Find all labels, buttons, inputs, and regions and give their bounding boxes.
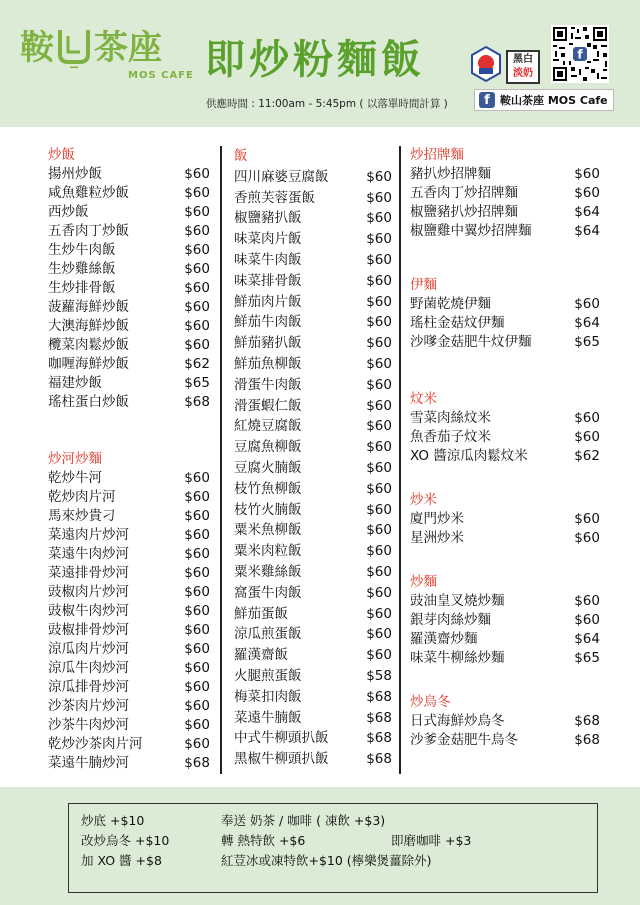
menu-item-name: 味菜牛肉飯 xyxy=(234,251,302,268)
menu-item-name: 咸魚雞粒炒飯 xyxy=(48,185,129,201)
menu-item-price: $60 xyxy=(366,480,392,497)
facebook-link[interactable] xyxy=(474,89,614,111)
menu-item-name: 揚州炒飯 xyxy=(48,166,102,182)
menu-item xyxy=(410,409,600,428)
items-list xyxy=(48,469,210,773)
menu-item-name: 鮮茄魚柳飯 xyxy=(234,355,302,372)
menu-item-price: $68 xyxy=(366,751,392,768)
menu-item xyxy=(48,564,210,583)
logo-text-right: 茶座 xyxy=(94,28,162,68)
menu-item xyxy=(48,165,210,184)
menu-item xyxy=(410,510,600,529)
menu-item xyxy=(410,529,600,548)
menu-item-name: 四川麻婆豆腐飯 xyxy=(234,168,329,185)
menu-item xyxy=(48,241,210,260)
menu-item-name: 涼瓜牛肉炒河 xyxy=(48,660,129,676)
menu-item xyxy=(410,184,600,203)
facebook-icon: f xyxy=(479,92,495,108)
menu-item xyxy=(48,222,210,241)
menu-item xyxy=(234,520,392,541)
menu-item xyxy=(48,203,210,222)
menu-item-name: 馬來炒貴刁 xyxy=(48,508,116,524)
menu-item xyxy=(234,312,392,333)
menu-item xyxy=(48,279,210,298)
menu-item xyxy=(410,649,600,668)
menu-item xyxy=(48,754,210,773)
menu-item xyxy=(234,562,392,583)
menu-item xyxy=(410,222,600,241)
menu-item-price: $65 xyxy=(184,375,210,391)
menu-section xyxy=(410,693,600,750)
menu-item-name: 星洲炒米 xyxy=(410,530,464,546)
menu-item-price: $60 xyxy=(366,314,392,331)
menu-item-name: 椒鹽豬扒飯 xyxy=(234,210,302,227)
menu-item-name: 豆腐魚柳飯 xyxy=(234,439,302,456)
mountain-cup-icon xyxy=(56,24,92,68)
menu-item-price: $62 xyxy=(574,448,600,464)
menu-item-price: $68 xyxy=(366,730,392,747)
menu-item-price: $65 xyxy=(574,334,600,350)
menu-item-name: 粟米雞絲飯 xyxy=(234,563,302,580)
menu-item xyxy=(234,375,392,396)
menu-item-price: $60 xyxy=(574,296,600,312)
menu-item-price: $60 xyxy=(366,418,392,435)
menu-item xyxy=(48,583,210,602)
column-divider xyxy=(399,146,401,774)
menu-item xyxy=(234,479,392,500)
menu-item-price: $60 xyxy=(574,185,600,201)
menu-item-price: $60 xyxy=(366,168,392,185)
menu-item-name: 菜遠肉片炒河 xyxy=(48,527,129,543)
badge-line-1: 黑白 xyxy=(513,54,533,65)
menu-item-price: $68 xyxy=(366,688,392,705)
extra-option: 轉 熱特飲 +$6 xyxy=(221,833,306,848)
menu-item-name: 雪菜肉絲炆米 xyxy=(410,410,491,426)
menu-item-price: $60 xyxy=(184,185,210,201)
menu-section xyxy=(48,450,210,773)
menu-item-name: 五香肉丁炒飯 xyxy=(48,223,129,239)
menu-item-price: $60 xyxy=(366,335,392,352)
extra-option: 奉送 奶茶 / 咖啡 ( 凍飲 +$3) xyxy=(221,813,386,828)
menu-item xyxy=(48,602,210,621)
menu-item-price: $60 xyxy=(184,717,210,733)
extra-option: 炒底 +$10 xyxy=(81,813,145,828)
facebook-label: 鞍山茶座 MOS Cafe xyxy=(500,94,608,107)
menu-item-name: 乾炒肉片河 xyxy=(48,489,116,505)
menu-item-price: $60 xyxy=(366,355,392,372)
menu-item xyxy=(48,260,210,279)
page-title: 即炒粉麵飯 xyxy=(205,37,425,83)
menu-item-name: 火腿煎蛋飯 xyxy=(234,667,302,684)
extras-row xyxy=(81,851,597,871)
items-list xyxy=(410,592,600,668)
column-divider xyxy=(220,146,222,774)
menu-item-price: $60 xyxy=(366,626,392,643)
menu-item-price: $60 xyxy=(184,641,210,657)
menu-item-name: 枝竹火腩飯 xyxy=(234,501,302,518)
menu-item-name: 菠蘿海鮮炒飯 xyxy=(48,299,129,315)
menu-item-price: $60 xyxy=(184,565,210,581)
menu-item xyxy=(234,333,392,354)
menu-item xyxy=(234,687,392,708)
menu-item-price: $65 xyxy=(574,650,600,666)
menu-item-price: $60 xyxy=(366,501,392,518)
items-list xyxy=(410,712,600,750)
menu-item-price: $60 xyxy=(184,318,210,334)
menu-item-price: $60 xyxy=(184,280,210,296)
menu-item xyxy=(234,645,392,666)
menu-item xyxy=(234,437,392,458)
menu-item-name: 香煎芙蓉蛋飯 xyxy=(234,189,315,206)
menu-item xyxy=(234,708,392,729)
menu-item-price: $68 xyxy=(574,732,600,748)
menu-item xyxy=(234,292,392,313)
menu-item-price: $64 xyxy=(574,223,600,239)
menu-item-price: $60 xyxy=(184,508,210,524)
menu-item xyxy=(48,507,210,526)
menu-item xyxy=(234,167,392,188)
milk-brand-badge xyxy=(506,50,540,84)
menu-item-name: 沙爹金菇肥牛烏冬 xyxy=(410,732,518,748)
menu-item-name: 魚香茄子炆米 xyxy=(410,429,491,445)
menu-item-name: 菜遠牛腩飯 xyxy=(234,709,302,726)
menu-item-name: 羅漢齋炒麵 xyxy=(410,631,478,647)
menu-item xyxy=(48,184,210,203)
menu-item-name: 五香肉丁炒招牌麵 xyxy=(410,185,518,201)
menu-item-name: 羅漢齋飯 xyxy=(234,647,288,664)
menu-item xyxy=(410,314,600,333)
menu-item-name: 鮮茄牛肉飯 xyxy=(234,314,302,331)
menu-item-name: 大澳海鮮炒飯 xyxy=(48,318,129,334)
section-title: 炒飯 xyxy=(48,147,75,163)
menu-item-price: $60 xyxy=(574,530,600,546)
menu-item xyxy=(48,336,210,355)
menu-item-price: $60 xyxy=(184,527,210,543)
menu-item xyxy=(234,354,392,375)
menu-item xyxy=(48,697,210,716)
menu-item xyxy=(410,447,600,466)
menu-item-price: $60 xyxy=(184,337,210,353)
menu-item-price: $60 xyxy=(184,603,210,619)
extra-option: 即磨咖啡 +$3 xyxy=(391,833,472,848)
menu-item-price: $60 xyxy=(184,242,210,258)
menu-item-price: $60 xyxy=(184,166,210,182)
menu-item-name: 涼瓜煎蛋飯 xyxy=(234,626,302,643)
menu-item xyxy=(234,416,392,437)
menu-section xyxy=(48,146,210,412)
menu-item-price: $64 xyxy=(574,631,600,647)
menu-item-name: 枝竹魚柳飯 xyxy=(234,480,302,497)
menu-item-name: 廈門炒米 xyxy=(410,511,464,527)
menu-item-name: 生炒排骨飯 xyxy=(48,280,116,296)
items-list xyxy=(234,167,392,770)
menu-item-price: $68 xyxy=(366,709,392,726)
menu-item xyxy=(410,333,600,352)
menu-item-price: $60 xyxy=(184,698,210,714)
extras-row xyxy=(81,811,597,831)
menu-item-name: 沙茶牛肉炒河 xyxy=(48,717,129,733)
menu-item-price: $60 xyxy=(184,584,210,600)
menu-item-name: 菜遠排骨炒河 xyxy=(48,565,129,581)
menu-item-price: $60 xyxy=(366,189,392,206)
menu-item-name: 豬扒炒招牌麵 xyxy=(410,166,491,182)
menu-item-price: $60 xyxy=(366,397,392,414)
menu-item-price: $60 xyxy=(366,376,392,393)
menu-item-name: 豉椒排骨炒河 xyxy=(48,622,129,638)
menu-item-price: $60 xyxy=(366,251,392,268)
menu-item-price: $60 xyxy=(366,272,392,289)
menu-item-price: $60 xyxy=(574,410,600,426)
section-title: 炒米 xyxy=(410,492,437,508)
menu-column-3 xyxy=(410,146,600,750)
menu-item-name: 鮮茄豬扒飯 xyxy=(234,335,302,352)
menu-item xyxy=(234,250,392,271)
menu-item-name: 沙嗲金菇肥牛炆伊麵 xyxy=(410,334,532,350)
menu-item-price: $60 xyxy=(184,204,210,220)
menu-item-price: $60 xyxy=(184,660,210,676)
menu-item-price: $60 xyxy=(574,593,600,609)
menu-item-name: 椒鹽雞中翼炒招牌麵 xyxy=(410,223,532,239)
menu-item-name: 乾炒沙茶肉片河 xyxy=(48,736,143,752)
quality-badge-icon xyxy=(470,46,502,82)
menu-item-price: $62 xyxy=(184,356,210,372)
menu-item-price: $60 xyxy=(366,522,392,539)
menu-item-name: 滑蛋蝦仁飯 xyxy=(234,397,302,414)
menu-item xyxy=(410,428,600,447)
menu-item xyxy=(48,469,210,488)
menu-item xyxy=(410,630,600,649)
menu-item xyxy=(410,611,600,630)
menu-item-price: $60 xyxy=(366,584,392,601)
menu-item-price: $60 xyxy=(366,210,392,227)
extra-option: 加 XO 醬 +$8 xyxy=(81,853,162,868)
menu-item-price: $60 xyxy=(366,647,392,664)
menu-item-price: $68 xyxy=(574,713,600,729)
menu-item-name: 鮮茄蛋飯 xyxy=(234,605,288,622)
menu-item-name: 涼瓜排骨炒河 xyxy=(48,679,129,695)
menu-item xyxy=(48,640,210,659)
items-list xyxy=(410,165,600,241)
menu-item-name: 生炒牛肉飯 xyxy=(48,242,116,258)
menu-item xyxy=(48,716,210,735)
menu-item-name: 福建炒飯 xyxy=(48,375,102,391)
svg-text:f: f xyxy=(577,47,583,62)
menu-item-price: $60 xyxy=(574,511,600,527)
badge-line-2: 淡奶 xyxy=(513,68,533,79)
menu-item xyxy=(48,659,210,678)
menu-item-name: 豉椒肉片炒河 xyxy=(48,584,129,600)
menu-item xyxy=(48,526,210,545)
menu-item xyxy=(234,666,392,687)
menu-item-price: $64 xyxy=(574,204,600,220)
menu-section xyxy=(410,146,600,241)
menu-item-price: $60 xyxy=(184,622,210,638)
menu-item-price: $60 xyxy=(366,459,392,476)
menu-item-name: 生炒雞絲飯 xyxy=(48,261,116,277)
menu-item-name: 粟米肉粒飯 xyxy=(234,543,302,560)
menu-item-price: $60 xyxy=(366,543,392,560)
section-title: 伊麵 xyxy=(410,277,437,293)
menu-item-name: 咖喱海鮮炒飯 xyxy=(48,356,129,372)
menu-item-name: 豉椒牛肉炒河 xyxy=(48,603,129,619)
menu-item-price: $64 xyxy=(574,315,600,331)
menu-column-2 xyxy=(234,146,392,770)
menu-section xyxy=(410,491,600,548)
menu-item xyxy=(234,604,392,625)
opening-hours: 供應時間 : 11:00am - 5:45pm ( 以落單時間計算 ) xyxy=(206,98,448,110)
logo-subtitle: MOS CAFE xyxy=(128,70,194,81)
menu-item xyxy=(410,295,600,314)
menu-item-price: $60 xyxy=(184,679,210,695)
menu-item-price: $60 xyxy=(184,470,210,486)
extra-option: 改炒烏冬 +$10 xyxy=(81,833,170,848)
menu-item-name: 乾炒牛河 xyxy=(48,470,102,486)
items-list xyxy=(48,165,210,412)
menu-item-name: 豆腐火腩飯 xyxy=(234,459,302,476)
items-list xyxy=(410,510,600,548)
menu-item-name: 椒鹽豬扒炒招牌麵 xyxy=(410,204,518,220)
menu-item xyxy=(234,208,392,229)
menu-item-price: $60 xyxy=(574,612,600,628)
menu-item-name: 黑椒牛柳頭扒飯 xyxy=(234,751,329,768)
menu-item-name: 紅燒豆腐飯 xyxy=(234,418,302,435)
menu-item-name: 銀芽肉絲炒麵 xyxy=(410,612,491,628)
logo-text-left: 鞍 xyxy=(20,28,54,68)
menu-item-price: $60 xyxy=(184,546,210,562)
menu-item xyxy=(410,203,600,222)
menu-item xyxy=(48,393,210,412)
menu-item-name: 梅菜扣肉飯 xyxy=(234,688,302,705)
menu-item-price: $58 xyxy=(366,667,392,684)
menu-item xyxy=(234,728,392,749)
menu-item xyxy=(234,749,392,770)
menu-item xyxy=(234,188,392,209)
menu-item xyxy=(410,712,600,731)
menu-item-name: 滑蛋牛肉飯 xyxy=(234,376,302,393)
menu-item-name: 日式海鮮炒烏冬 xyxy=(410,713,505,729)
menu-item-price: $60 xyxy=(366,231,392,248)
menu-item xyxy=(48,678,210,697)
menu-item xyxy=(234,500,392,521)
menu-section xyxy=(234,146,392,770)
menu-item-name: 味菜肉片飯 xyxy=(234,231,302,248)
menu-item-price: $60 xyxy=(184,489,210,505)
menu-item-price: $60 xyxy=(366,439,392,456)
menu-item xyxy=(48,298,210,317)
menu-column-1 xyxy=(48,146,210,773)
section-title: 炒烏冬 xyxy=(410,694,451,710)
section-title: 飯 xyxy=(234,148,248,164)
menu-item xyxy=(48,735,210,754)
menu-item-price: $60 xyxy=(184,223,210,239)
menu-item xyxy=(48,488,210,507)
menu-item xyxy=(234,229,392,250)
menu-item xyxy=(48,621,210,640)
menu-item xyxy=(234,624,392,645)
menu-item-name: 野菌乾燒伊麵 xyxy=(410,296,491,312)
menu-item xyxy=(410,731,600,750)
section-title: 炒招牌麵 xyxy=(410,147,464,163)
menu-item-price: $60 xyxy=(184,299,210,315)
menu-item xyxy=(410,165,600,184)
menu-section xyxy=(410,573,600,668)
menu-item-name: 西炒飯 xyxy=(48,204,89,220)
menu-item-name: 中式牛柳頭扒飯 xyxy=(234,730,329,747)
logo xyxy=(20,24,200,94)
items-list xyxy=(410,409,600,466)
menu-section xyxy=(410,276,600,352)
menu-item-name: 味菜牛柳絲炒麵 xyxy=(410,650,505,666)
menu-item xyxy=(234,271,392,292)
menu-item-name: 欖菜肉鬆炒飯 xyxy=(48,337,129,353)
menu-item-name: 粟米魚柳飯 xyxy=(234,522,302,539)
menu-item-price: $60 xyxy=(366,563,392,580)
menu-item-name: XO 醬涼瓜肉鬆炆米 xyxy=(410,448,528,464)
menu-item-price: $68 xyxy=(184,394,210,410)
menu-item-name: 窩蛋牛肉飯 xyxy=(234,584,302,601)
menu-item xyxy=(234,541,392,562)
menu-item xyxy=(410,592,600,611)
menu-item-name: 菜遠牛肉炒河 xyxy=(48,546,129,562)
menu-item-price: $60 xyxy=(184,261,210,277)
extras-box xyxy=(68,803,598,893)
menu-item-price: $68 xyxy=(184,755,210,771)
menu-item-name: 菜遠牛腩炒河 xyxy=(48,755,129,771)
qr-code-icon[interactable] xyxy=(551,25,609,83)
menu-item-name: 瑤柱金菇炆伊麵 xyxy=(410,315,505,331)
menu-item xyxy=(48,374,210,393)
extras-row xyxy=(81,831,597,851)
menu-item-name: 鮮茄肉片飯 xyxy=(234,293,302,310)
menu-item xyxy=(48,355,210,374)
menu-item-price: $60 xyxy=(366,605,392,622)
menu-item-price: $60 xyxy=(366,293,392,310)
menu-item-name: 豉油皇叉燒炒麵 xyxy=(410,593,505,609)
menu-item-price: $60 xyxy=(574,429,600,445)
menu-item-name: 味菜排骨飯 xyxy=(234,272,302,289)
section-title: 炒麵 xyxy=(410,574,437,590)
menu-item-name: 瑤柱蛋白炒飯 xyxy=(48,394,129,410)
menu-item xyxy=(234,396,392,417)
menu-item-name: 沙茶肉片炒河 xyxy=(48,698,129,714)
section-title: 炒河炒麵 xyxy=(48,451,102,467)
extra-option: 紅荳冰或凍特飲+$10 (檸樂煲薑除外) xyxy=(221,853,432,868)
menu-item xyxy=(48,545,210,564)
menu-item-price: $60 xyxy=(184,736,210,752)
menu-section xyxy=(410,390,600,466)
menu-item-name: 涼瓜肉片炒河 xyxy=(48,641,129,657)
menu-item xyxy=(48,317,210,336)
section-title: 炆米 xyxy=(410,391,437,407)
items-list xyxy=(410,295,600,352)
menu-item-price: $60 xyxy=(574,166,600,182)
menu-item xyxy=(234,458,392,479)
menu-item xyxy=(234,583,392,604)
